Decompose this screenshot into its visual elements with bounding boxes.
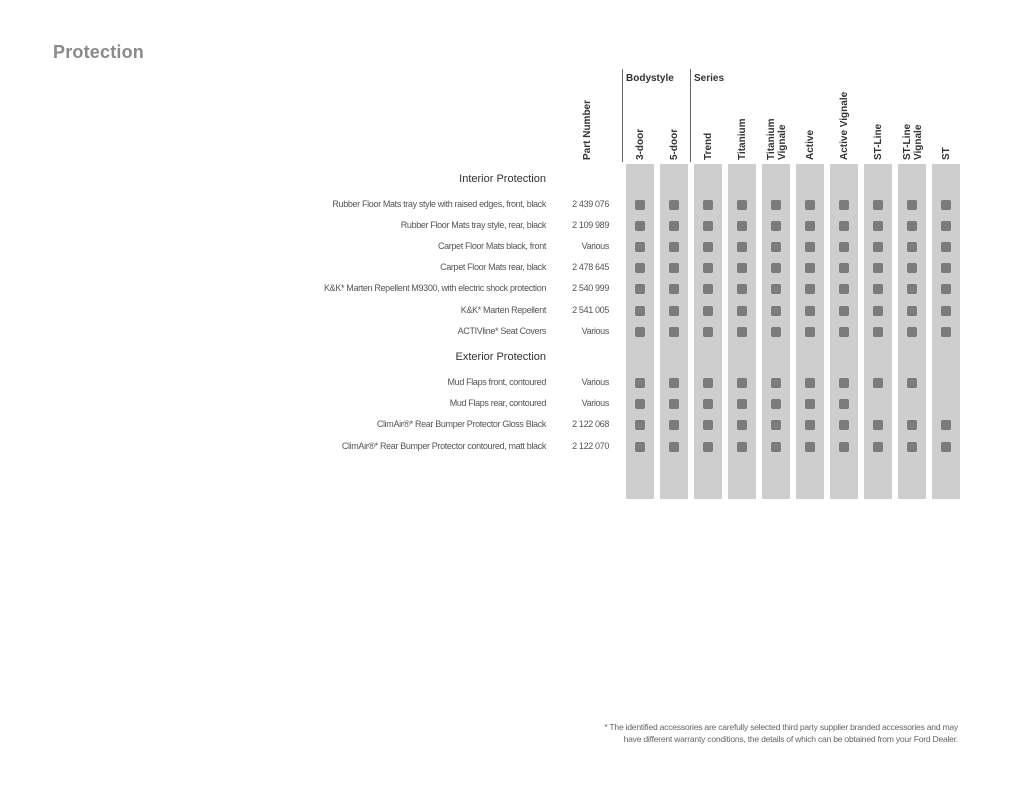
availability-dot [669,306,679,316]
footnote [538,721,958,745]
availability-dot [635,221,645,231]
availability-dot [839,200,849,210]
availability-dot [839,263,849,273]
column-header-line: Titanium [765,118,777,160]
availability-dot [839,327,849,337]
accessory-name: Rubber Floor Mats tray style, rear, black [400,220,546,230]
availability-dot [737,221,747,231]
section-heading: Interior Protection [459,173,546,185]
part-number: 2 122 068 [572,419,609,429]
availability-dot [873,263,883,273]
availability-dot [737,442,747,452]
availability-dot [805,200,815,210]
availability-dot [703,399,713,409]
availability-dot [703,221,713,231]
availability-dot [907,306,917,316]
availability-dot [635,399,645,409]
availability-dot [635,327,645,337]
availability-dot [635,442,645,452]
availability-dot [737,378,747,388]
availability-dot [907,284,917,294]
availability-dot [635,200,645,210]
availability-dot [703,442,713,452]
accessory-name: Carpet Floor Mats rear, black [440,262,546,272]
availability-dot [941,263,951,273]
accessory-name: K&K* Marten Repellent [460,305,546,315]
availability-dot [669,420,679,430]
column-header-line: Vignale [912,124,924,160]
availability-dot [703,263,713,273]
part-number: 2 540 999 [572,283,609,293]
availability-dot [669,221,679,231]
availability-dot [873,378,883,388]
column-header-line: Trend [703,132,714,160]
availability-dot [873,284,883,294]
column-header-line: Vignale [776,124,788,160]
column-header-line: ST [941,147,952,160]
availability-dot [907,442,917,452]
accessory-name: ACTIVline* Seat Covers [457,326,546,336]
availability-dot [907,420,917,430]
availability-dot [839,442,849,452]
availability-dot [839,399,849,409]
availability-dot [635,306,645,316]
availability-dot [771,378,781,388]
accessory-name: Rubber Floor Mats tray style with raised edges, front, black [332,199,546,209]
availability-dot [839,284,849,294]
availability-dot [737,306,747,316]
availability-dot [635,420,645,430]
availability-dot [941,442,951,452]
availability-dot [737,399,747,409]
availability-dot [771,420,781,430]
part-number: 2 122 070 [572,441,609,451]
availability-dot [669,242,679,252]
availability-dot [635,242,645,252]
availability-dot [737,242,747,252]
availability-dot [873,221,883,231]
column-header-line: ST-Line [873,123,884,160]
availability-dot [737,420,747,430]
availability-dot [669,378,679,388]
availability-dot [771,242,781,252]
part-number: 2 109 989 [572,220,609,230]
part-number: 2 541 005 [572,305,609,315]
availability-dot [669,200,679,210]
availability-dot [805,263,815,273]
availability-dot [703,378,713,388]
availability-dot [941,306,951,316]
availability-dot [907,378,917,388]
availability-dot [873,242,883,252]
availability-dot [771,399,781,409]
accessory-name: Carpet Floor Mats black, front [437,241,546,251]
availability-dot [873,306,883,316]
part-number: Various [581,241,609,251]
availability-dot [669,284,679,294]
availability-dot [907,263,917,273]
availability-dot [703,306,713,316]
series-divider [690,69,691,162]
availability-dot [703,200,713,210]
availability-dot [669,442,679,452]
column-header-line: Active Vignale [839,91,850,160]
bodystyle-group-label: Bodystyle [626,73,674,84]
availability-dot [771,200,781,210]
availability-dot [737,263,747,273]
availability-dot [771,306,781,316]
availability-dot [907,200,917,210]
availability-dot [635,284,645,294]
availability-dot [839,221,849,231]
page-title: Protection [53,42,145,62]
availability-dot [771,442,781,452]
availability-dot [737,200,747,210]
part-number: Various [581,377,609,387]
availability-dot [839,420,849,430]
accessory-name: Mud Flaps rear, contoured [449,398,546,408]
availability-dot [635,263,645,273]
availability-dot [703,284,713,294]
availability-dot [873,327,883,337]
footnote-line-2: have different warranty conditions, the details of which can be obtained from your Ford Dealer. [623,734,958,744]
availability-dot [805,284,815,294]
part-number: Various [581,326,609,336]
accessory-name: ClimAir®* Rear Bumper Protector contoured, matt black [341,441,546,451]
availability-dot [805,378,815,388]
footnote-line-1: * The identified accessories are carefully selected third party supplier branded accessories and may [604,722,958,732]
availability-dot [907,242,917,252]
accessory-name: ClimAir®* Rear Bumper Protector Gloss Black [376,419,546,429]
availability-dot [703,242,713,252]
column-header-line: 3-door [635,128,646,160]
availability-dot [941,242,951,252]
availability-dot [703,420,713,430]
availability-dot [907,221,917,231]
series-group-label: Series [694,73,725,84]
availability-dot [771,263,781,273]
availability-dot [805,242,815,252]
availability-dot [703,327,713,337]
availability-dot [771,327,781,337]
availability-dot [771,284,781,294]
availability-dot [737,327,747,337]
availability-dot [669,263,679,273]
section-heading: Exterior Protection [455,351,546,363]
column-header-line: Active [805,129,816,160]
availability-dot [941,200,951,210]
availability-dot [839,378,849,388]
availability-dot [805,399,815,409]
availability-dot [805,221,815,231]
availability-dot [941,284,951,294]
availability-dot [771,221,781,231]
part-number: 2 478 645 [572,262,609,272]
availability-dot [805,442,815,452]
availability-dot [737,284,747,294]
availability-dot [873,420,883,430]
column-header-line: Titanium [737,118,748,160]
availability-dot [873,200,883,210]
availability-dot [839,306,849,316]
column-header-line: 5-door [669,128,680,160]
availability-dot [805,327,815,337]
availability-dot [873,442,883,452]
availability-dot [941,221,951,231]
availability-dot [669,399,679,409]
availability-dot [839,242,849,252]
accessory-name: K&K* Marten Repellent M9300, with electric shock protection [324,283,546,293]
availability-dot [635,378,645,388]
availability-dot [669,327,679,337]
part-number: 2 439 076 [572,199,609,209]
part-number: Various [581,398,609,408]
column-header-line: ST-Line [901,123,913,160]
bodystyle-divider [622,69,623,162]
availability-dot [907,327,917,337]
availability-dot [805,420,815,430]
accessory-name: Mud Flaps front, contoured [447,377,546,387]
availability-dot [941,420,951,430]
availability-dot [941,327,951,337]
availability-dot [805,306,815,316]
